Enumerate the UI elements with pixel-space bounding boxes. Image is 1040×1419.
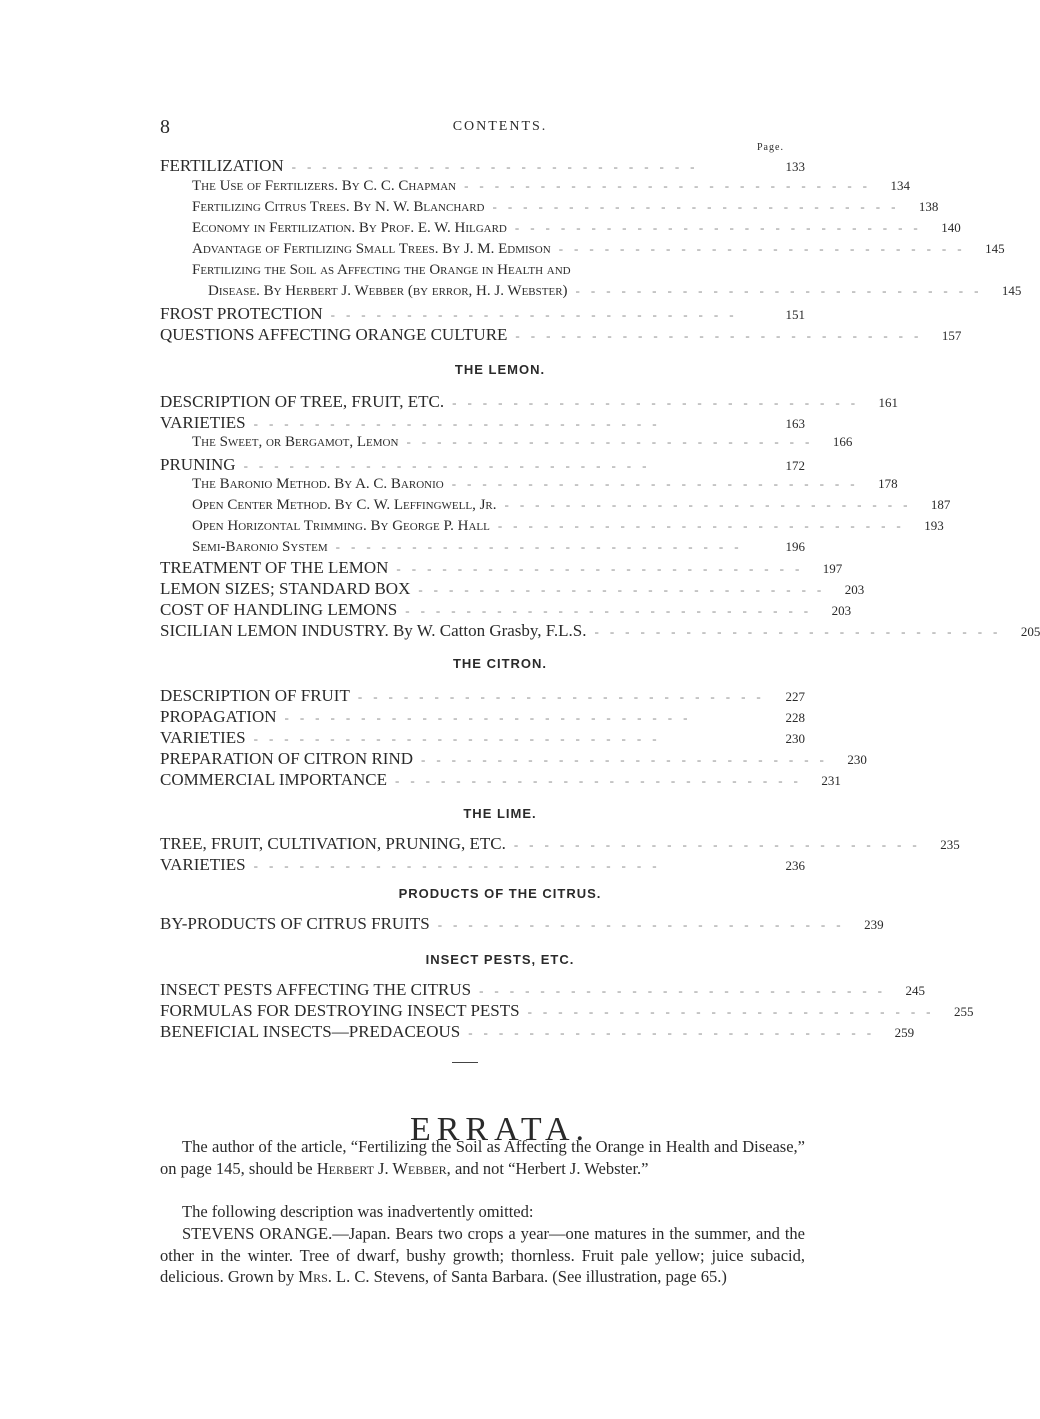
- toc-title: QUESTIONS AFFECTING ORANGE CULTURE: [160, 325, 508, 344]
- errata-paragraph-1: [160, 1136, 805, 1179]
- toc-title: Open Center Method. By C. W. Leffingwell, Jr.: [192, 497, 497, 513]
- toc-title: PRUNING: [160, 455, 236, 474]
- toc-page: 203: [844, 582, 865, 597]
- toc-title: FROST PROTECTION: [160, 304, 323, 323]
- dot-leader: ---------------------------: [421, 752, 835, 767]
- dot-leader: ---------------------------: [357, 689, 772, 704]
- toc-page: 172: [785, 458, 805, 473]
- errata-text: and not “Herbert J. Webster.”: [454, 1158, 649, 1178]
- toc-page: 166: [832, 434, 853, 449]
- dot-leader: ---------------------------: [492, 199, 907, 214]
- section-heading-lemon: THE LEMON.: [454, 362, 546, 377]
- toc-page: 255: [953, 1004, 974, 1019]
- toc-page: 178: [878, 476, 898, 491]
- toc-entry: [160, 413, 805, 435]
- toc-title: FERTILIZATION: [160, 156, 284, 175]
- toc-title: VARIETIES: [160, 855, 246, 874]
- toc-subentry: [192, 497, 951, 519]
- toc-page: 157: [941, 328, 962, 343]
- dot-leader: ---------------------------: [253, 858, 668, 873]
- toc-title: LEMON SIZES; STANDARD BOX: [160, 579, 411, 598]
- toc-title: Open Horizontal Trimming. By George P. Hall: [192, 518, 490, 534]
- toc-subentry: [192, 199, 939, 221]
- toc-page: 161: [878, 395, 899, 410]
- dot-leader: ---------------------------: [335, 539, 750, 554]
- dot-leader: ---------------------------: [468, 1025, 883, 1040]
- toc-page: 245: [905, 983, 925, 998]
- toc-title: VARIETIES: [160, 413, 246, 432]
- toc-page: 140: [941, 220, 961, 235]
- errata-text: The author of the article, “Fertilizing the Soil as Affecting the Orange in Health and Disease,” on page 145, should be: [160, 1137, 805, 1178]
- dot-leader: ---------------------------: [527, 1004, 942, 1019]
- toc-entry: [160, 728, 805, 750]
- toc-page: 151: [785, 307, 805, 322]
- page-number: 8: [160, 116, 170, 138]
- toc-page: 235: [940, 837, 960, 852]
- toc-entry: [160, 392, 899, 414]
- dot-leader: ---------------------------: [394, 773, 809, 788]
- dot-leader: ---------------------------: [479, 983, 893, 998]
- dot-leader: ---------------------------: [558, 241, 973, 256]
- toc-entry: [160, 770, 841, 792]
- toc-subentry: [192, 476, 898, 498]
- dot-leader: ---------------------------: [253, 416, 668, 431]
- toc-subentry-continuation: [208, 283, 1022, 305]
- dot-leader: ---------------------------: [291, 159, 706, 174]
- section-heading-products: PRODUCTS OF THE CITRUS.: [398, 886, 602, 901]
- section-heading-insects: INSECT PESTS, ETC.: [425, 952, 575, 967]
- dot-leader: ---------------------------: [497, 518, 912, 533]
- toc-entry: [160, 579, 865, 601]
- toc-entry: [160, 1022, 915, 1044]
- toc-title: PREPARATION OF CITRON RIND: [160, 749, 413, 768]
- toc-subentry: [192, 178, 910, 200]
- toc-title: INSECT PESTS AFFECTING THE CITRUS: [160, 980, 472, 999]
- dot-leader: ---------------------------: [330, 307, 745, 322]
- errata-paragraph-2: The following description was inadvertently omitted:: [182, 1202, 534, 1221]
- toc-title: SICILIAN LEMON INDUSTRY. By W. Catton Grasby, F.L.S.: [160, 621, 587, 640]
- toc-entry: [160, 834, 960, 856]
- dot-leader: ---------------------------: [284, 710, 699, 725]
- toc-page: 134: [890, 178, 910, 193]
- dot-leader: ---------------------------: [575, 283, 990, 298]
- errata-text: Stevens, of Santa Barbara. (See illustration, page 65.): [373, 1267, 727, 1286]
- toc-subentry: [192, 262, 805, 283]
- toc-subentry: [192, 518, 944, 540]
- dot-leader: ---------------------------: [514, 220, 929, 235]
- toc-title: DESCRIPTION OF FRUIT: [160, 686, 350, 705]
- toc-title: Semi-Baronio System: [192, 539, 328, 555]
- toc-title: Fertilizing the Soil as Affecting the Orange in Health and: [192, 262, 571, 278]
- toc-title: DESCRIPTION OF TREE, FRUIT, ETC.: [160, 392, 445, 411]
- toc-entry: [160, 855, 805, 877]
- toc-title: VARIETIES: [160, 728, 246, 747]
- toc-title: Advantage of Fertilizing Small Trees. By J. M. Edmison: [192, 241, 551, 257]
- toc-subentry: [192, 220, 961, 242]
- dot-leader: ---------------------------: [253, 731, 668, 746]
- toc-title: The Sweet, or Bergamot, Lemon: [192, 434, 399, 450]
- toc-entry: [160, 455, 805, 477]
- toc-page: 197: [822, 561, 843, 576]
- toc-title: TREATMENT OF THE LEMON: [160, 558, 389, 577]
- toc-page: 205: [1020, 624, 1040, 639]
- page-column-label: Page.: [757, 142, 784, 153]
- toc-page: 228: [785, 710, 805, 725]
- author-name: Herbert J. Webber,: [316, 1158, 451, 1178]
- toc-page: 133: [785, 159, 805, 174]
- toc-title: BY-PRODUCTS OF CITRUS FRUITS: [160, 914, 430, 933]
- toc-page: 138: [918, 199, 939, 214]
- toc-page: 145: [1001, 283, 1022, 298]
- toc-page: 163: [785, 416, 805, 431]
- toc-page: 196: [785, 539, 805, 554]
- errata-text: STEVENS ORANGE.—Japan. Bears two crops a year—one matures in the summer, and the other in the winter. Tree of dwarf, bushy growth; thornless. Fruit pale yellow; juice subacid, delicious. Grown by: [160, 1224, 805, 1286]
- toc-entry: [160, 621, 1040, 643]
- dot-leader: ---------------------------: [396, 561, 811, 576]
- toc-entry: [160, 600, 852, 622]
- toc-entry: [160, 749, 867, 771]
- running-head: CONTENTS.: [452, 119, 548, 134]
- toc-entry: [160, 980, 925, 1002]
- toc-entry: [160, 707, 805, 729]
- dot-leader: ---------------------------: [594, 624, 1009, 639]
- toc-page: 187: [930, 497, 951, 512]
- toc-page: 203: [831, 603, 852, 618]
- dot-leader: ---------------------------: [437, 917, 852, 932]
- toc-title: Fertilizing Citrus Trees. By N. W. Blanchard: [192, 199, 485, 215]
- toc-page: 231: [821, 773, 841, 788]
- toc-entry: [160, 686, 805, 708]
- toc-subentry: [192, 434, 853, 456]
- toc-subentry: [192, 241, 1005, 263]
- section-heading-lime: THE LIME.: [463, 806, 537, 821]
- toc-page: 227: [785, 689, 805, 704]
- errata-title: ERRATA.: [409, 1110, 590, 1148]
- toc-page: 259: [894, 1025, 915, 1040]
- section-divider: [452, 1062, 478, 1063]
- dot-leader: ---------------------------: [405, 603, 820, 618]
- toc-title: COST OF HANDLING LEMONS: [160, 600, 398, 619]
- toc-entry: [160, 558, 843, 580]
- toc-title: Disease. By Herbert J. Webber (by error, H. J. Webster): [208, 283, 568, 299]
- toc-title: The Use of Fertilizers. By C. C. Chapman: [192, 178, 457, 194]
- toc-page: 193: [924, 518, 944, 533]
- dot-leader: ---------------------------: [464, 178, 878, 193]
- toc-page: 230: [785, 731, 805, 746]
- toc-title: COMMERCIAL IMPORTANCE: [160, 770, 387, 789]
- toc-title: Economy in Fertilization. By Prof. E. W. Hilgard: [192, 220, 507, 236]
- toc-entry: [160, 156, 805, 178]
- toc-entry: [160, 304, 805, 326]
- dot-leader: ---------------------------: [515, 328, 930, 343]
- toc-title: PROPAGATION: [160, 707, 277, 726]
- dot-leader: ---------------------------: [243, 458, 658, 473]
- toc-entry: [160, 1001, 974, 1023]
- section-heading-citron: THE CITRON.: [452, 656, 548, 671]
- toc-page: 230: [847, 752, 867, 767]
- dot-leader: ---------------------------: [504, 497, 919, 512]
- dot-leader: ---------------------------: [452, 395, 867, 410]
- toc-title: The Baronio Method. By A. C. Baronio: [192, 476, 444, 492]
- toc-entry: [160, 914, 884, 936]
- dot-leader: ---------------------------: [513, 837, 928, 852]
- grower-name: Mrs. L. C.: [298, 1267, 370, 1286]
- toc-page: 239: [864, 917, 884, 932]
- toc-page: 236: [785, 858, 805, 873]
- errata-paragraph-3: [160, 1223, 805, 1288]
- toc-title: FORMULAS FOR DESTROYING INSECT PESTS: [160, 1001, 520, 1020]
- dot-leader: ---------------------------: [418, 582, 833, 597]
- dot-leader: ---------------------------: [406, 434, 821, 449]
- toc-entry: [160, 325, 962, 347]
- dot-leader: ---------------------------: [451, 476, 866, 491]
- toc-title: BENEFICIAL INSECTS—PREDACEOUS: [160, 1022, 461, 1041]
- toc-title: TREE, FRUIT, CULTIVATION, PRUNING, ETC.: [160, 834, 506, 853]
- toc-page: 145: [985, 241, 1005, 256]
